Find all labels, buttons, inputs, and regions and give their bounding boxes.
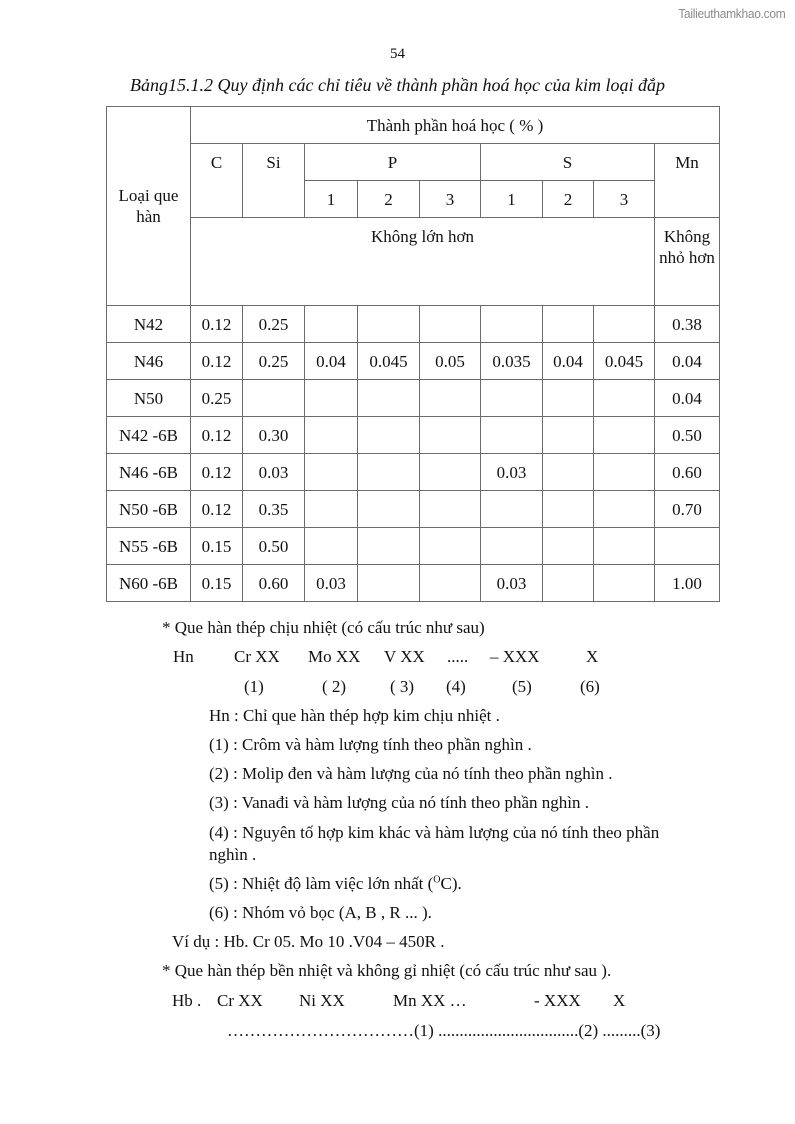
table-caption: Bảng15.1.2 Quy định các chỉ tiêu về thành phần hoá học của kim loại đắp [130, 75, 665, 95]
value-cell: 0.12 [191, 491, 243, 528]
header-s: S [481, 144, 655, 181]
pattern-ni: Ni XX [299, 991, 345, 1010]
legend-6: (6) : Nhóm vỏ bọc (A, B , R ... ). [209, 903, 432, 922]
legend-4-cont: nghìn . [209, 845, 257, 864]
legend-2: (2) : Molip đen và hàm lượng của nó tính theo phần nghìn . [209, 764, 613, 783]
value-cell: 0.12 [191, 417, 243, 454]
pattern-hn: Hn [173, 647, 194, 666]
pattern-hb: Hb . [172, 991, 202, 1010]
value-cell [420, 491, 481, 528]
table-row [107, 528, 720, 565]
header-p-1: 1 [305, 181, 358, 218]
value-cell [420, 417, 481, 454]
table-row [107, 343, 720, 380]
table-row [107, 380, 720, 417]
electrode-type-cell: N42 -6B [107, 417, 191, 454]
value-cell [305, 491, 358, 528]
value-cell: 0.03 [481, 454, 543, 491]
value-cell [594, 380, 655, 417]
value-cell [358, 528, 420, 565]
header-p-3: 3 [420, 181, 481, 218]
value-cell: 0.035 [481, 343, 543, 380]
value-cell: 0.38 [655, 306, 720, 343]
value-cell: 0.35 [243, 491, 305, 528]
pattern-cr: Cr XX [234, 647, 280, 666]
value-cell [594, 528, 655, 565]
value-cell [543, 306, 594, 343]
legend-1: (1) : Crôm và hàm lượng tính theo phần nghìn . [209, 735, 532, 754]
value-cell: 0.03 [243, 454, 305, 491]
value-cell: 0.04 [655, 380, 720, 417]
value-cell [358, 417, 420, 454]
value-cell: 0.50 [243, 528, 305, 565]
legend-3: (3) : Vanađi và hàm lượng của nó tính theo phần nghìn . [209, 793, 590, 812]
value-cell: 0.04 [305, 343, 358, 380]
value-cell [420, 306, 481, 343]
value-cell: 0.15 [191, 565, 243, 602]
electrode-type-cell: N42 [107, 306, 191, 343]
value-cell: 0.60 [655, 454, 720, 491]
value-cell: 0.045 [594, 343, 655, 380]
value-cell [420, 454, 481, 491]
pattern-cr: Cr XX [217, 991, 263, 1010]
value-cell [305, 454, 358, 491]
header-s-2: 2 [543, 181, 594, 218]
value-cell: 0.12 [191, 306, 243, 343]
table-row [107, 565, 720, 602]
value-cell [543, 417, 594, 454]
header-mn: Mn [655, 144, 720, 218]
value-cell [305, 380, 358, 417]
value-cell [543, 380, 594, 417]
value-cell: 0.04 [655, 343, 720, 380]
value-cell: 1.00 [655, 565, 720, 602]
header-s-3: 3 [594, 181, 655, 218]
header-si: Si [243, 144, 305, 218]
value-cell [358, 380, 420, 417]
example-line: Ví dụ : Hb. Cr 05. Mo 10 .V04 – 450R . [172, 932, 445, 951]
value-cell: 0.04 [543, 343, 594, 380]
value-cell: 0.60 [243, 565, 305, 602]
value-cell [594, 417, 655, 454]
value-cell: 0.03 [305, 565, 358, 602]
electrode-type-cell: N60 -6B [107, 565, 191, 602]
stainless-heading: * Que hàn thép bền nhiệt và không gỉ nhiệt (có cấu trúc như sau ). [162, 961, 612, 980]
electrode-type-cell: N46 [107, 343, 191, 380]
value-cell [655, 528, 720, 565]
header-s-1: 1 [481, 181, 543, 218]
table-row [107, 417, 720, 454]
value-cell: 0.70 [655, 491, 720, 528]
value-cell: 0.05 [420, 343, 481, 380]
pattern-other: ..... [447, 647, 469, 666]
value-cell: 0.15 [191, 528, 243, 565]
value-cell [420, 565, 481, 602]
value-cell: 0.30 [243, 417, 305, 454]
value-cell: 0.25 [243, 306, 305, 343]
value-cell [481, 417, 543, 454]
value-cell [481, 306, 543, 343]
pattern-temp: - XXX [534, 991, 581, 1010]
value-cell: 0.12 [191, 454, 243, 491]
limit-min-cell: Không nhỏ hơn [655, 218, 720, 306]
value-cell [243, 380, 305, 417]
pattern-temp: – XXX [490, 647, 540, 666]
value-cell: 0.045 [358, 343, 420, 380]
pattern-coating: X [613, 991, 626, 1010]
index-5: (5) [512, 677, 532, 696]
legend-5: (5) : Nhiệt độ làm việc lớn nhất ($^O$C). [209, 874, 462, 893]
pattern-mn: Mn XX … [393, 991, 467, 1010]
electrode-type-cell: N50 -6B [107, 491, 191, 528]
heat-resistant-heading: * Que hàn thép chịu nhiệt (có cấu trúc như sau) [162, 618, 485, 637]
header-p: P [305, 144, 481, 181]
index-1: (1) [244, 677, 264, 696]
index-4: (4) [446, 677, 466, 696]
limit-max-cell: Không lớn hơn [191, 218, 655, 306]
group-header-cell: Thành phần hoá học ( % ) [191, 107, 720, 144]
value-cell [543, 565, 594, 602]
value-cell: 0.25 [191, 380, 243, 417]
value-cell [358, 565, 420, 602]
value-cell [420, 380, 481, 417]
row-header-cell: Loại que hàn [107, 107, 191, 306]
value-cell [594, 565, 655, 602]
index-2: ( 2) [322, 677, 347, 696]
value-cell [358, 454, 420, 491]
watermark: Tailieuthamkhao.com [677, 6, 785, 21]
stainless-index-line: ……………………………(1) .................................(2) .........(3) [227, 1021, 661, 1040]
value-cell [594, 454, 655, 491]
table-row [107, 491, 720, 528]
pattern-mo: Mo XX [308, 647, 361, 666]
value-cell [305, 306, 358, 343]
value-cell [305, 528, 358, 565]
value-cell: 0.03 [481, 565, 543, 602]
value-cell: 0.50 [655, 417, 720, 454]
value-cell [543, 528, 594, 565]
table-row [107, 454, 720, 491]
electrode-type-cell: N50 [107, 380, 191, 417]
pattern-coating: X [586, 647, 599, 666]
value-cell [594, 306, 655, 343]
index-6: (6) [580, 677, 600, 696]
value-cell [543, 491, 594, 528]
value-cell [481, 491, 543, 528]
electrode-type-cell: N46 -6B [107, 454, 191, 491]
value-cell [358, 306, 420, 343]
table-row [107, 306, 720, 343]
value-cell [305, 417, 358, 454]
page-number: 54 [390, 46, 405, 62]
legend-hn: Hn : Chỉ que hàn thép hợp kim chịu nhiệt . [209, 706, 500, 725]
pattern-v: V XX [384, 647, 425, 666]
chemical-composition-table [106, 106, 720, 602]
value-cell: 0.25 [243, 343, 305, 380]
value-cell: 0.12 [191, 343, 243, 380]
value-cell [594, 491, 655, 528]
electrode-type-cell: N55 -6B [107, 528, 191, 565]
header-c: C [191, 144, 243, 218]
header-p-2: 2 [358, 181, 420, 218]
legend-4: (4) : Nguyên tố hợp kim khác và hàm lượng của nó tính theo phần [209, 823, 660, 842]
value-cell [481, 528, 543, 565]
value-cell [358, 491, 420, 528]
value-cell [481, 380, 543, 417]
value-cell [420, 528, 481, 565]
index-3: ( 3) [390, 677, 415, 696]
value-cell [543, 454, 594, 491]
